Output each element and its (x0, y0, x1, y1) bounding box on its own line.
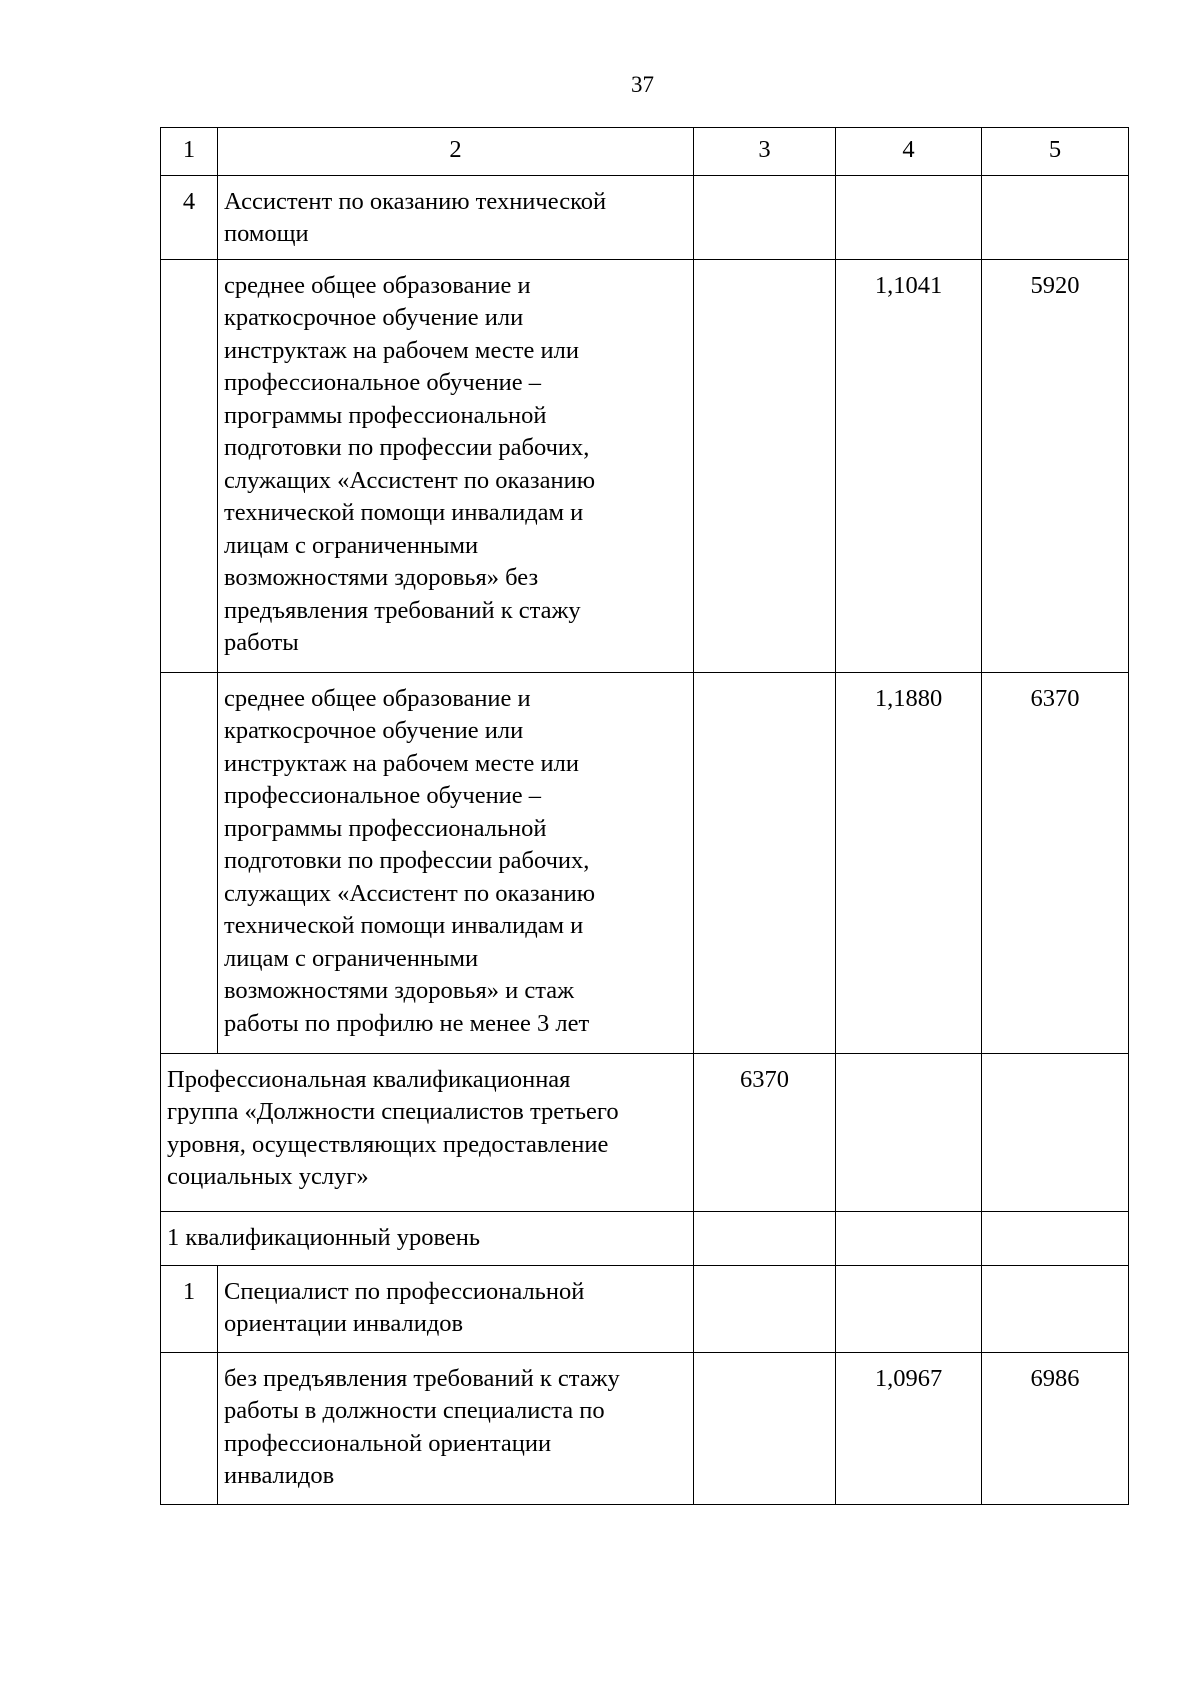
header-cell: 4 (836, 128, 982, 176)
table-row (161, 1211, 1129, 1265)
table-row (161, 1053, 1129, 1211)
coefficient-cell (836, 1211, 982, 1265)
coefficient-cell (836, 1053, 982, 1211)
row-number-cell (161, 1352, 218, 1504)
salary-cell (982, 1053, 1129, 1211)
base-salary-cell (694, 259, 836, 672)
row-number-cell (161, 672, 218, 1053)
qualification-level-cell: 1 квалификационный уровень (161, 1211, 694, 1265)
salary-cell (982, 175, 1129, 259)
base-salary-cell (694, 1352, 836, 1504)
header-cell: 5 (982, 128, 1129, 176)
coefficient-cell (836, 1265, 982, 1352)
header-cell: 1 (161, 128, 218, 176)
base-salary-cell (694, 175, 836, 259)
table-row (161, 175, 1129, 259)
qualification-group-cell: Профессиональная квалификационная группа «Должности специалистов третьего уровня, осуществляющих предоставление социальных услуг» (161, 1053, 694, 1211)
requirements-cell: среднее общее образование и краткосрочное обучение или инструктаж на рабочем месте или профессиональное обучение – программы профессиональной подготовки по профессии рабочих, служащих «Ассистент по оказанию технической помощи инвалидам и лицам с ограниченными возможностями здоровья» и стаж работы по профилю не менее 3 лет (218, 672, 694, 1053)
base-salary-cell (694, 1265, 836, 1352)
base-salary-cell: 6370 (694, 1053, 836, 1211)
base-salary-cell (694, 1211, 836, 1265)
table-row (161, 259, 1129, 672)
salary-cell (982, 1265, 1129, 1352)
salary-table (160, 127, 1129, 1505)
coefficient-cell (836, 175, 982, 259)
requirements-cell: среднее общее образование и краткосрочное обучение или инструктаж на рабочем месте или профессиональное обучение – программы профессиональной подготовки по профессии рабочих, служащих «Ассистент по оказанию технической помощи инвалидам и лицам с ограниченными возможностями здоровья» без предъявления требований к стажу работы (218, 259, 694, 672)
table-row (161, 1265, 1129, 1352)
requirements-cell: без предъявления требований к стажу работы в должности специалиста по профессиональной ориентации инвалидов (218, 1352, 694, 1504)
salary-cell (982, 1211, 1129, 1265)
coefficient-cell: 1,1880 (836, 672, 982, 1053)
table-row (161, 1352, 1129, 1504)
salary-cell: 6986 (982, 1352, 1129, 1504)
page-number: 37 (631, 72, 654, 97)
salary-cell: 6370 (982, 672, 1129, 1053)
coefficient-cell: 1,0967 (836, 1352, 982, 1504)
header-cell: 2 (218, 128, 694, 176)
row-number-cell (161, 259, 218, 672)
salary-cell: 5920 (982, 259, 1129, 672)
table-header-row (161, 128, 1129, 176)
position-name-cell: Ассистент по оказанию технической помощи (218, 175, 694, 259)
base-salary-cell (694, 672, 836, 1053)
table-row (161, 672, 1129, 1053)
header-cell: 3 (694, 128, 836, 176)
row-number-cell: 4 (161, 175, 218, 259)
row-number-cell: 1 (161, 1265, 218, 1352)
coefficient-cell: 1,1041 (836, 259, 982, 672)
position-name-cell: Специалист по профессиональной ориентации инвалидов (218, 1265, 694, 1352)
